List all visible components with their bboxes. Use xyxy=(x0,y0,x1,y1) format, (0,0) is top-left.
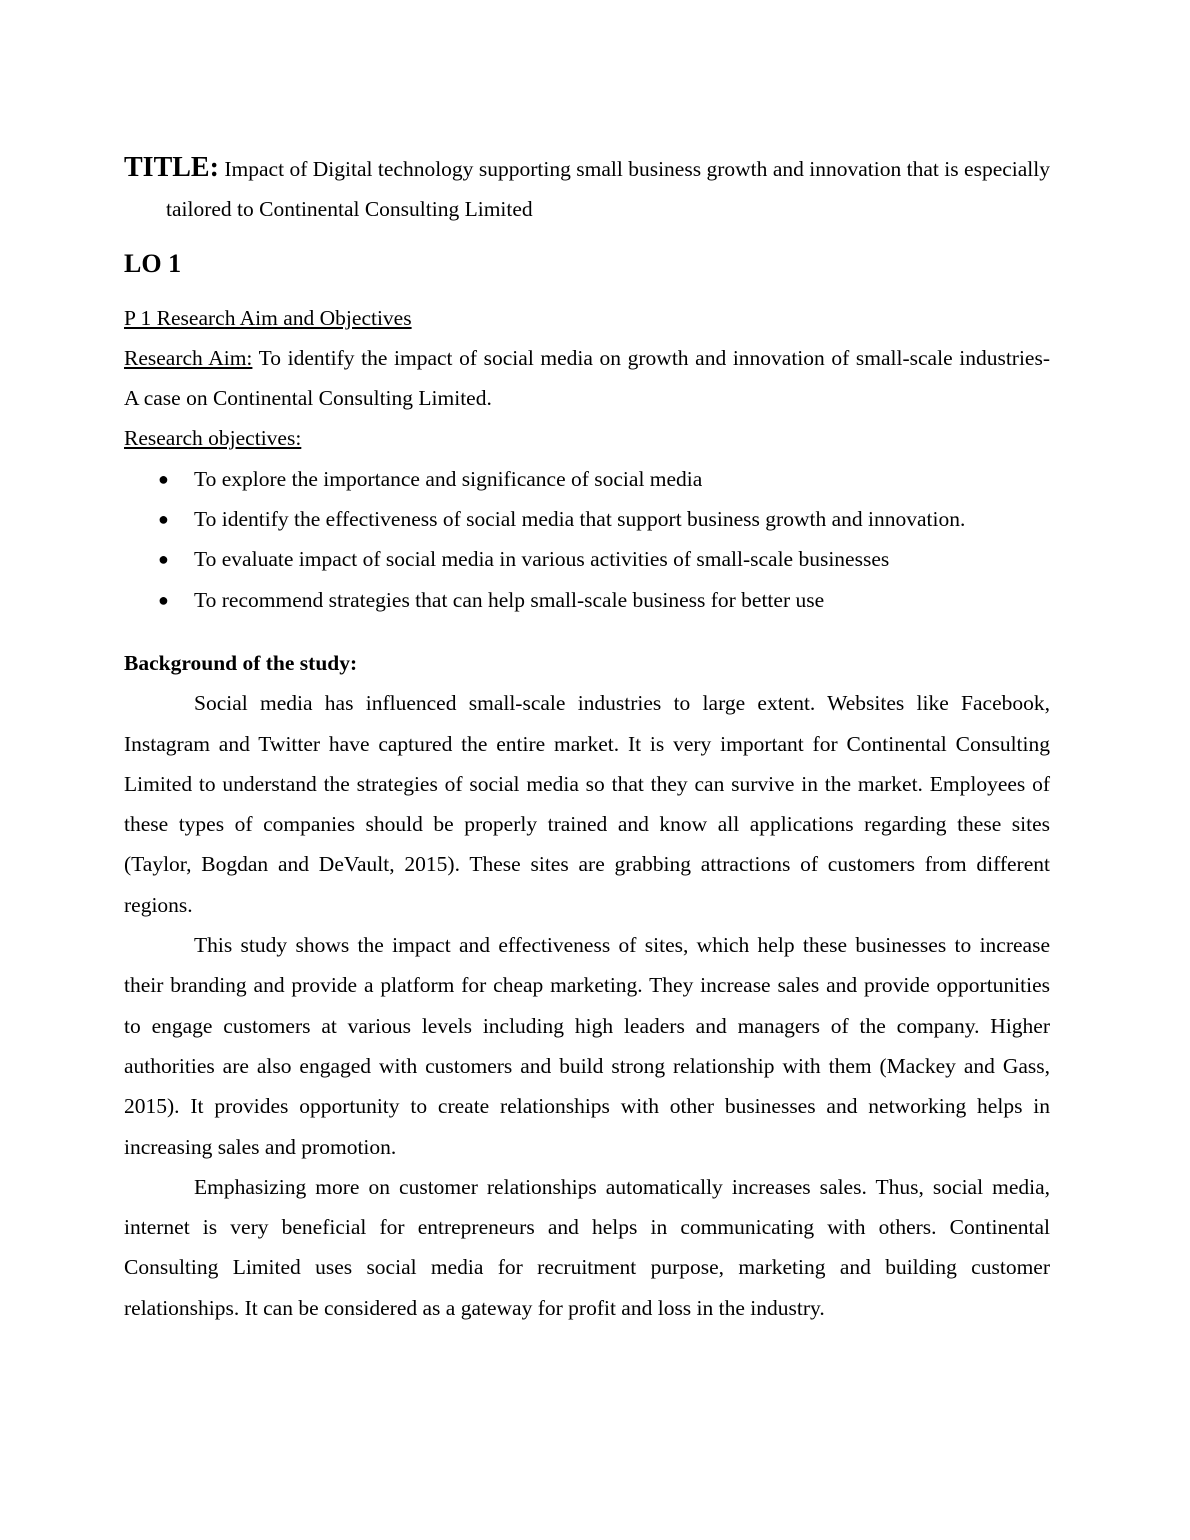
background-paragraph: This study shows the impact and effectiveness of sites, which help these businesses to increase their branding and provide a platform for cheap marketing. They increase sales and provide opportunities to engage customers at various levels including high leaders and managers of the company. Higher authorities are also engaged with customers and build strong relationship with them (Mackey and Gass, 2015). It provides opportunity to create relationships with other businesses and networking helps in increasing sales and promotion. xyxy=(124,933,1050,1159)
objective-item xyxy=(124,539,1050,579)
section-heading: P 1 Research Aim and Objectives xyxy=(124,305,412,330)
bullet-icon: ● xyxy=(158,468,169,489)
background-paragraph: Emphasizing more on customer relationships automatically increases sales. Thus, social media, internet is very beneficial for entrepreneurs and helps in communicating with others. Continental Consulting Limited uses social media for recruitment purpose, marketing and building customer relationships. It can be considered as a gateway for profit and loss in the industry. xyxy=(124,1174,1050,1320)
background-heading: Background of the study: xyxy=(124,650,358,675)
bullet-icon: ● xyxy=(158,549,169,570)
lo-heading: LO 1 xyxy=(124,248,182,278)
objectives-list xyxy=(124,459,1050,620)
research-aim-label: Research Aim: xyxy=(124,345,253,370)
objective-text: To explore the importance and significance of social media xyxy=(194,466,703,491)
objective-item xyxy=(124,459,1050,499)
bullet-icon: ● xyxy=(158,589,169,610)
title-text: Impact of Digital technology supporting small business growth and innovation that is especially tailored to Continental Consulting Limited xyxy=(166,157,1050,222)
document-title xyxy=(124,148,1050,230)
objective-text: To evaluate impact of social media in various activities of small-scale businesses xyxy=(194,547,890,572)
bullet-icon: ● xyxy=(158,509,169,530)
background-paragraph: Social media has influenced small-scale industries to large extent. Websites like Facebook, Instagram and Twitter have captured the entire market. It is very important for Continental Consulting Limited to understand the strategies of social media so that they can survive in the market. Employees of these types of companies should be properly trained and know all applications regarding these sites (Taylor, Bogdan and DeVault, 2015). These sites are grabbing attractions of customers from different regions. xyxy=(124,691,1050,917)
document-page xyxy=(124,148,1050,1328)
objective-item xyxy=(124,580,1050,620)
objective-text: To recommend strategies that can help small-scale business for better use xyxy=(194,587,825,612)
title-label: TITLE: xyxy=(124,152,219,183)
objective-item xyxy=(124,499,1050,539)
research-aim-text: To identify the impact of social media on growth and innovation of small-scale industries- A case on Continental Consulting Limited. xyxy=(124,345,1050,411)
objective-text: To identify the effectiveness of social media that support business growth and innovation. xyxy=(194,507,966,532)
research-objectives-label: Research objectives: xyxy=(124,426,302,451)
research-aim xyxy=(124,338,1050,419)
